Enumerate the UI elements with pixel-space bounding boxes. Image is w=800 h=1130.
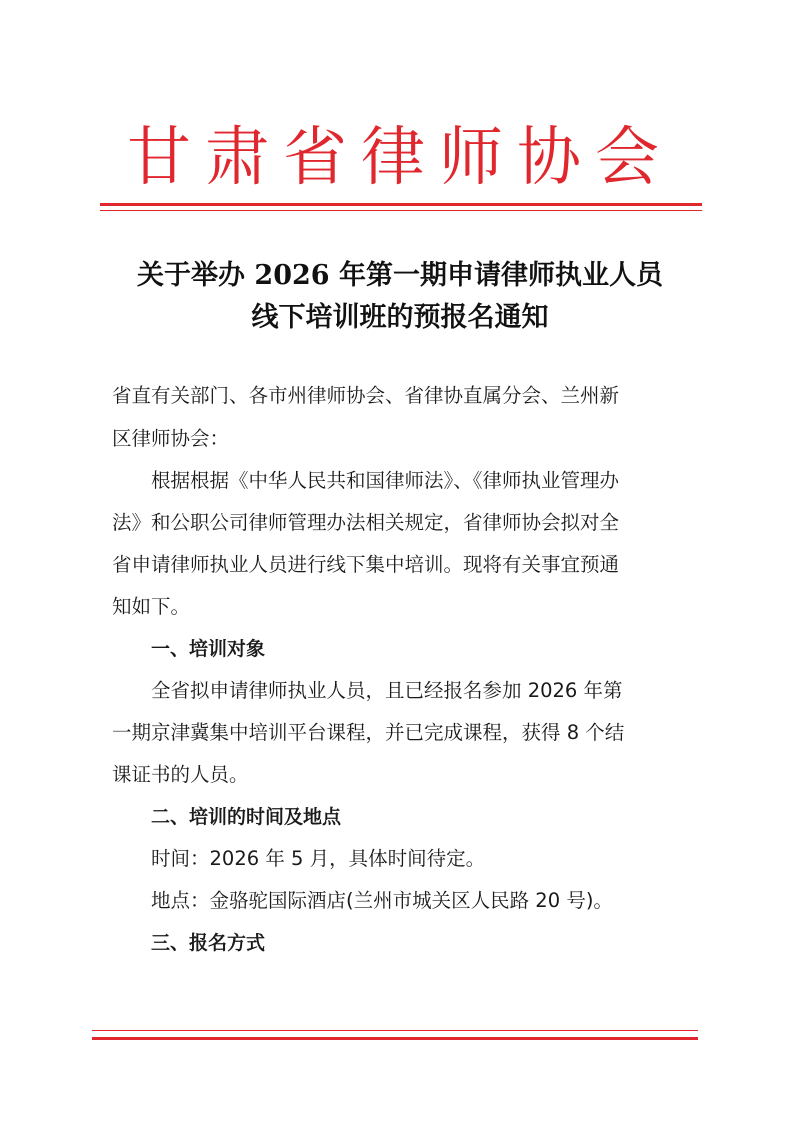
footer-divider-thick (92, 1037, 698, 1040)
section-2-location: 地点：金骆驼国际酒店(兰州市城关区人民路 20 号)。 (151, 889, 613, 912)
header-divider-thin (100, 210, 702, 211)
header-divider-thick (100, 203, 702, 206)
section-1-line-2: 一期京津冀集中培训平台课程，并已完成课程，获得 8 个结 (112, 721, 625, 744)
intro-line-1: 根据根据《中华人民共和国律师法》、《律师执业管理办 (151, 469, 620, 492)
section-heading-registration: 三、报名方式 (151, 932, 266, 954)
salutation-line-1: 省直有关部门、各市州律师协会、省律协直属分会、兰州新 (112, 384, 620, 407)
section-1-line-1: 全省拟申请律师执业人员，且已经报名参加 2026 年第 (151, 679, 623, 702)
intro-line-2: 法》和公职公司律师管理办法相关规定，省律师协会拟对全 (112, 511, 620, 534)
title-line-2: 线下培训班的预报名通知 (251, 302, 549, 333)
title-line-1: 关于举办 2026 年第一期申请律师执业人员 (137, 260, 663, 291)
section-heading-training-target: 一、培训对象 (151, 638, 266, 660)
intro-line-3: 省申请律师执业人员进行线下集中培训。现将有关事宜预通 (112, 553, 620, 576)
salutation-line-2: 区律师协会： (112, 427, 230, 450)
section-2-time: 时间：2026 年 5 月，具体时间待定。 (151, 847, 486, 870)
footer-divider-thin (92, 1030, 698, 1031)
section-heading-time-location: 二、培训的时间及地点 (151, 806, 342, 828)
intro-line-4: 知如下。 (112, 595, 191, 618)
organization-name: 甘肃省律师协会 (127, 121, 673, 195)
section-1-line-3: 课证书的人员。 (112, 763, 249, 786)
